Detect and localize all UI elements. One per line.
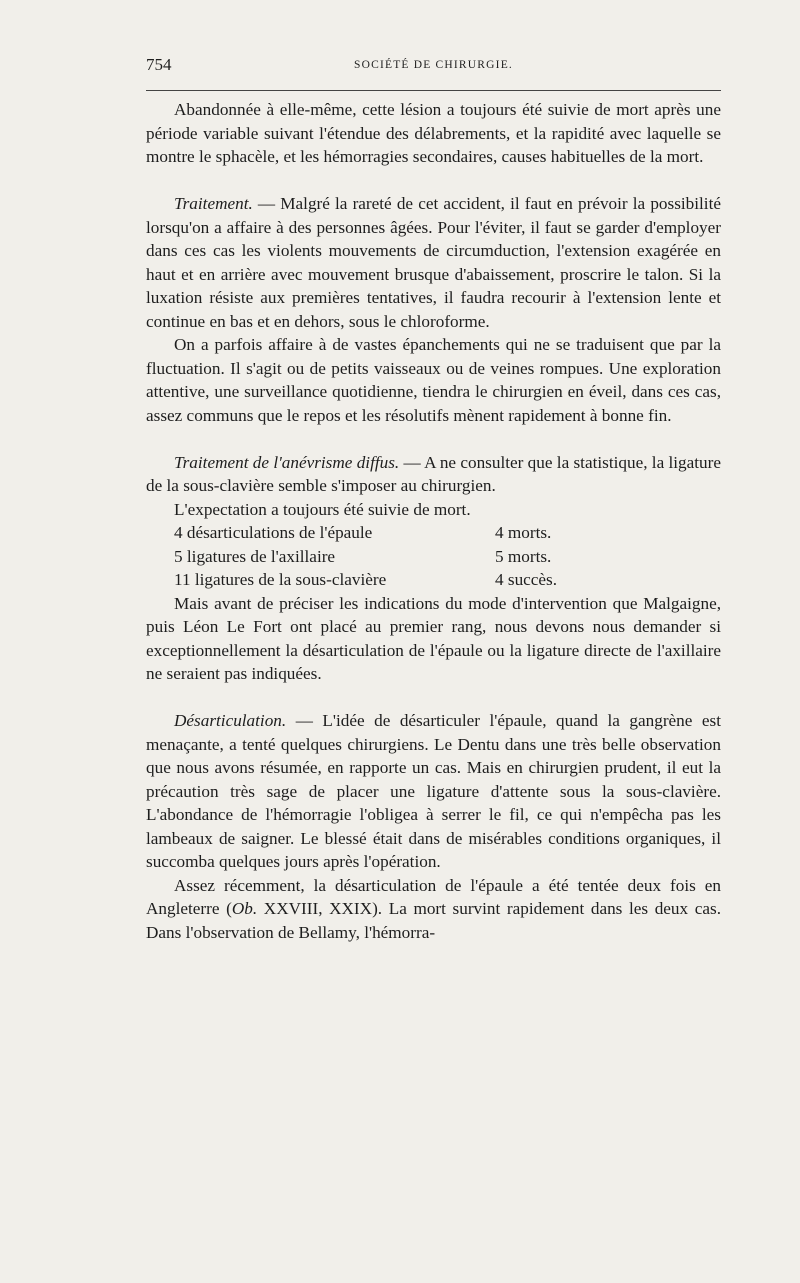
paragraph-england-cases <box>146 874 721 945</box>
stat-row <box>146 568 721 592</box>
body-text <box>146 98 721 944</box>
paragraph-text: Mais avant de préciser les indications du mode d'intervention que Malgaigne, puis Léon Le Fort ont placé au premier rang, nous devons nous demander si exceptionnellement la désarticulation de l'épaule ou la ligature directe de l'axillaire ne seraient pas indiquées. <box>146 593 721 683</box>
paragraph-effusions <box>146 333 721 427</box>
stat-count: 4 succès. <box>495 570 558 589</box>
paragraph-text: Abandonnée à elle-même, cette lésion a toujours été suivie de mort après une période variable suivant l'étendue des délabrements, et la rapidité avec laquelle se montre le sphacèle, et les hémorragies secondaires, causes habituelles de la mort. <box>146 100 721 166</box>
paragraph-aneurysm <box>146 451 721 498</box>
paragraph-text: — L'idée de désarticuler l'épaule, quand la gangrène est menaçante, a tenté quelques chirurgiens. Le Dentu dans une très belle observation que nous avons résumée, en rapporte un cas. Mais en chirurgien prudent, il eut la précaution très sage de placer une ligature d'attente sous la sous-clavière. L'abondance de l'hémorragie l'obligea à serrer le fil, ce qui n'empêcha pas les lambeaux de saigner. Le blessé était dans de misérables conditions organiques, il succomba quelques jours après l'opération. <box>146 711 721 871</box>
paragraph-text: — A ne consulter que la statistique, la ligature de la sous-clavière semble s'imposer au chirurgien. <box>146 452 721 495</box>
stat-row <box>146 545 721 569</box>
section-heading-anevrisme: Traitement de l'anévrisme diffus. <box>174 452 400 472</box>
paragraph-expectation <box>146 498 721 522</box>
statistics-list <box>146 521 721 592</box>
page-header <box>146 55 721 77</box>
paragraph-text: Assez récemment, la désarticulation de l'épaule a été tentée deux fois en Angleterre ( <box>146 875 721 918</box>
stat-label: 5 ligatures de l'axillaire <box>174 546 336 566</box>
section-heading-desarticulation: Désarticulation. <box>174 711 287 730</box>
stat-count: 4 morts. <box>495 523 552 542</box>
section-heading-traitement: Traitement. <box>174 194 253 213</box>
running-title: SOCIÉTÉ DE CHIRURGIE. <box>353 59 514 71</box>
paragraph-treatment <box>146 192 721 333</box>
paragraph-text: On a parfois affaire à de vastes épanchements qui ne se traduisent que par la fluctuation. Il s'agit ou de petits vaisseaux ou de veines rompues. Une exploration attentive, une surveillance quotidienne, tiendra le chirurgien en éveil, dans ces cas, assez communs que le repos et les résolutifs mènent rapidement à bonne fin. <box>146 335 721 425</box>
paragraph-text: — Malgré la rareté de cet accident, il faut en prévoir la possibilité lorsqu'on a affaire à des personnes âgées. Pour l'éviter, il faut se garder d'employer dans ces cas les violents mouvements de circumduction, l'extension exagérée en haut et en arrière avec mouvement brusque d'abaissement, proscrire le talon. Si la luxation résiste aux premières tentatives, il faudra recourir à l'extension lente et continue en bas et en dehors, sous le chloroforme. <box>146 194 721 331</box>
observation-reference: Ob. <box>231 899 258 918</box>
paragraph-disarticulation <box>146 709 721 874</box>
stat-count: 5 morts. <box>495 546 552 566</box>
header-rule <box>146 90 721 91</box>
page-number: 754 <box>146 55 172 74</box>
stat-label: 4 désarticulations de l'épaule <box>174 523 373 542</box>
stat-label: 11 ligatures de la sous-clavière <box>174 570 387 589</box>
paragraph-indications <box>146 592 721 686</box>
paragraph-text: XXVIII, XXIX). La mort survint rapidement dans les deux cas. Dans l'observation de Bellamy, l'hémorra- <box>146 899 721 942</box>
paragraph-prognosis <box>146 98 721 169</box>
stat-row <box>146 521 721 545</box>
paragraph-text: L'expectation a toujours été suivie de mort. <box>174 499 471 519</box>
